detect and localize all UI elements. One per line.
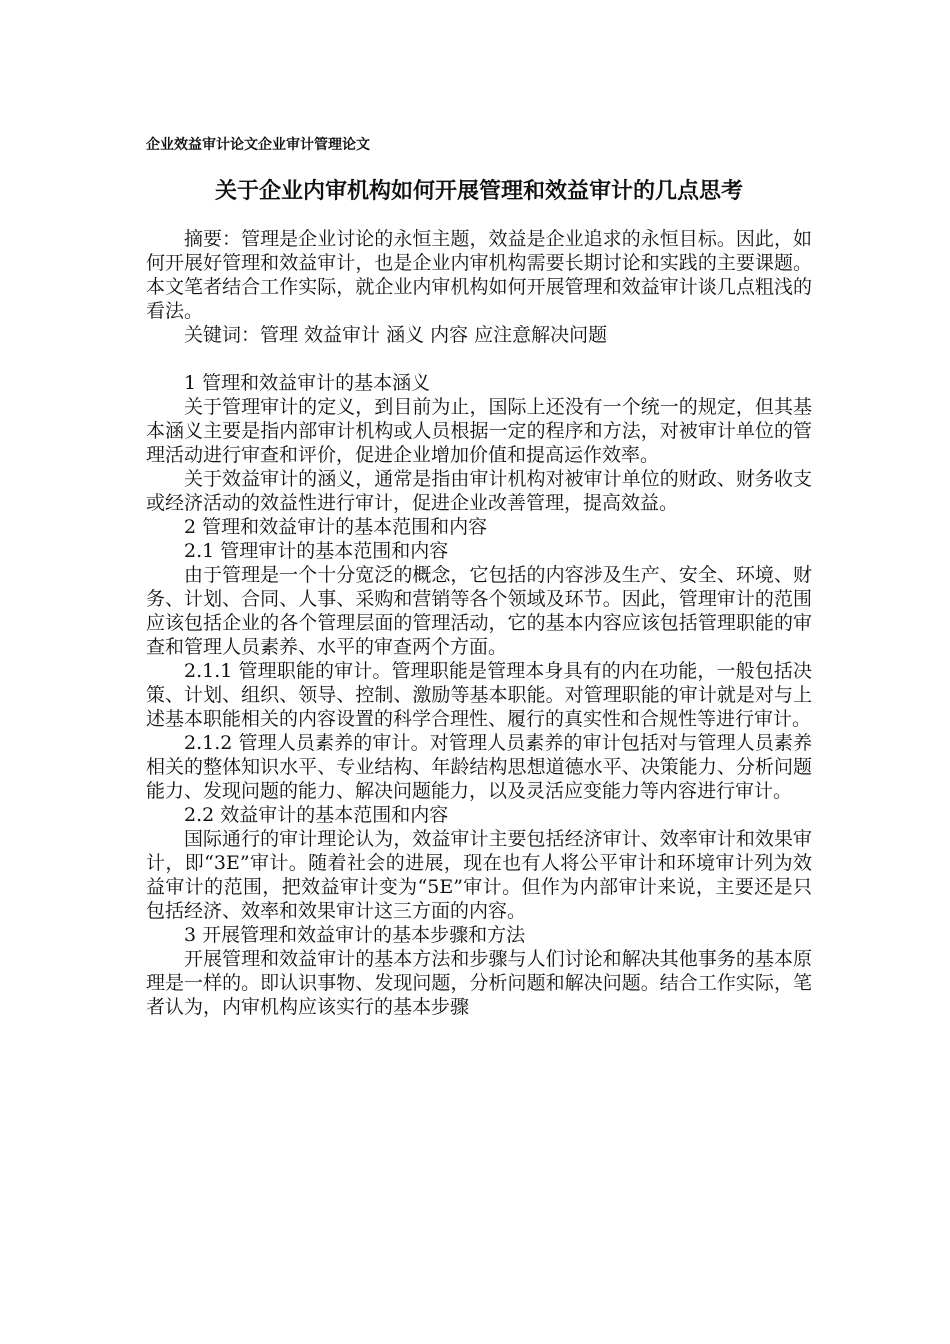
document-body xyxy=(146,227,812,1019)
section-heading: 3 开展管理和效益审计的基本步骤和方法 xyxy=(184,924,526,946)
section-heading: 2 管理和效益审计的基本范围和内容 xyxy=(184,516,488,538)
document-title: 关于企业内审机构如何开展管理和效益审计的几点思考 xyxy=(214,179,743,204)
body-paragraph: 关于管理审计的定义，到目前为止，国际上还没有一个统一的规定，但其基本涵义主要是指内部审计机构或人员根据一定的程序和方法，对被审计单位的管理活动进行审查和评价，促进企业增加价值和提高运作效率。 xyxy=(146,396,812,466)
body-paragraph: 2.1.1 管理职能的审计。管理职能是管理本身具有的内在功能，一般包括决策、计划、组织、领导、控制、激励等基本职能。对管理职能的审计就是对与上述基本职能相关的内容设置的科学合理性、履行的真实性和合规性等进行审计。 xyxy=(146,660,812,730)
body-paragraph: 国际通行的审计理论认为，效益审计主要包括经济审计、效率审计和效果审计，即“3E”审计。随着社会的进展，现在也有人将公平审计和环境审计列为效益审计的范围，把效益审计变为“5E”审计。但作为内部审计来说，主要还是只包括经济、效率和效果审计这三方面的内容。 xyxy=(146,828,812,922)
body-paragraph: 开展管理和效益审计的基本方法和步骤与人们讨论和解决其他事务的基本原理是一样的。即认识事物、发现问题，分析问题和解决问题。结合工作实际，笔者认为，内审机构应该实行的基本步骤 xyxy=(146,948,812,1018)
section-heading: 1 管理和效益审计的基本涵义 xyxy=(184,372,431,394)
body-paragraph: 2.1.2 管理人员素养的审计。对管理人员素养的审计包括对与管理人员素养相关的整体知识水平、专业结构、年龄结构思想道德水平、决策能力、分析问题能力、发现问题的能力、解决问题能力，以及灵活应变能力等内容进行审计。 xyxy=(146,732,812,802)
body-paragraph: 关于效益审计的涵义，通常是指由审计机构对被审计单位的财政、财务收支或经济活动的效益性进行审计，促进企业改善管理，提高效益。 xyxy=(146,468,812,514)
subsection-heading: 2.2 效益审计的基本范围和内容 xyxy=(184,804,449,826)
document-page xyxy=(146,135,812,1019)
abstract-paragraph: 摘要：管理是企业讨论的永恒主题，效益是企业追求的永恒目标。因此，如何开展好管理和效益审计，也是企业内审机构需要长期讨论和实践的主要课题。本文笔者结合工作实际，就企业内审机构如何开展管理和效益审计谈几点粗浅的看法。 xyxy=(146,228,812,322)
subsection-heading: 2.1 管理审计的基本范围和内容 xyxy=(184,540,449,562)
body-paragraph: 由于管理是一个十分宽泛的概念，它包括的内容涉及生产、安全、环境、财务、计划、合同、人事、采购和营销等各个领域及环节。因此，管理审计的范围应该包括企业的各个管理层面的管理活动，它的基本内容应该包括管理职能的审查和管理人员素养、水平的审查两个方面。 xyxy=(146,564,812,658)
document-category: 企业效益审计论文企业审计管理论文 xyxy=(146,137,370,153)
blank-line xyxy=(146,347,812,371)
keywords-paragraph: 关键词：管理 效益审计 涵义 内容 应注意解决问题 xyxy=(184,324,608,346)
